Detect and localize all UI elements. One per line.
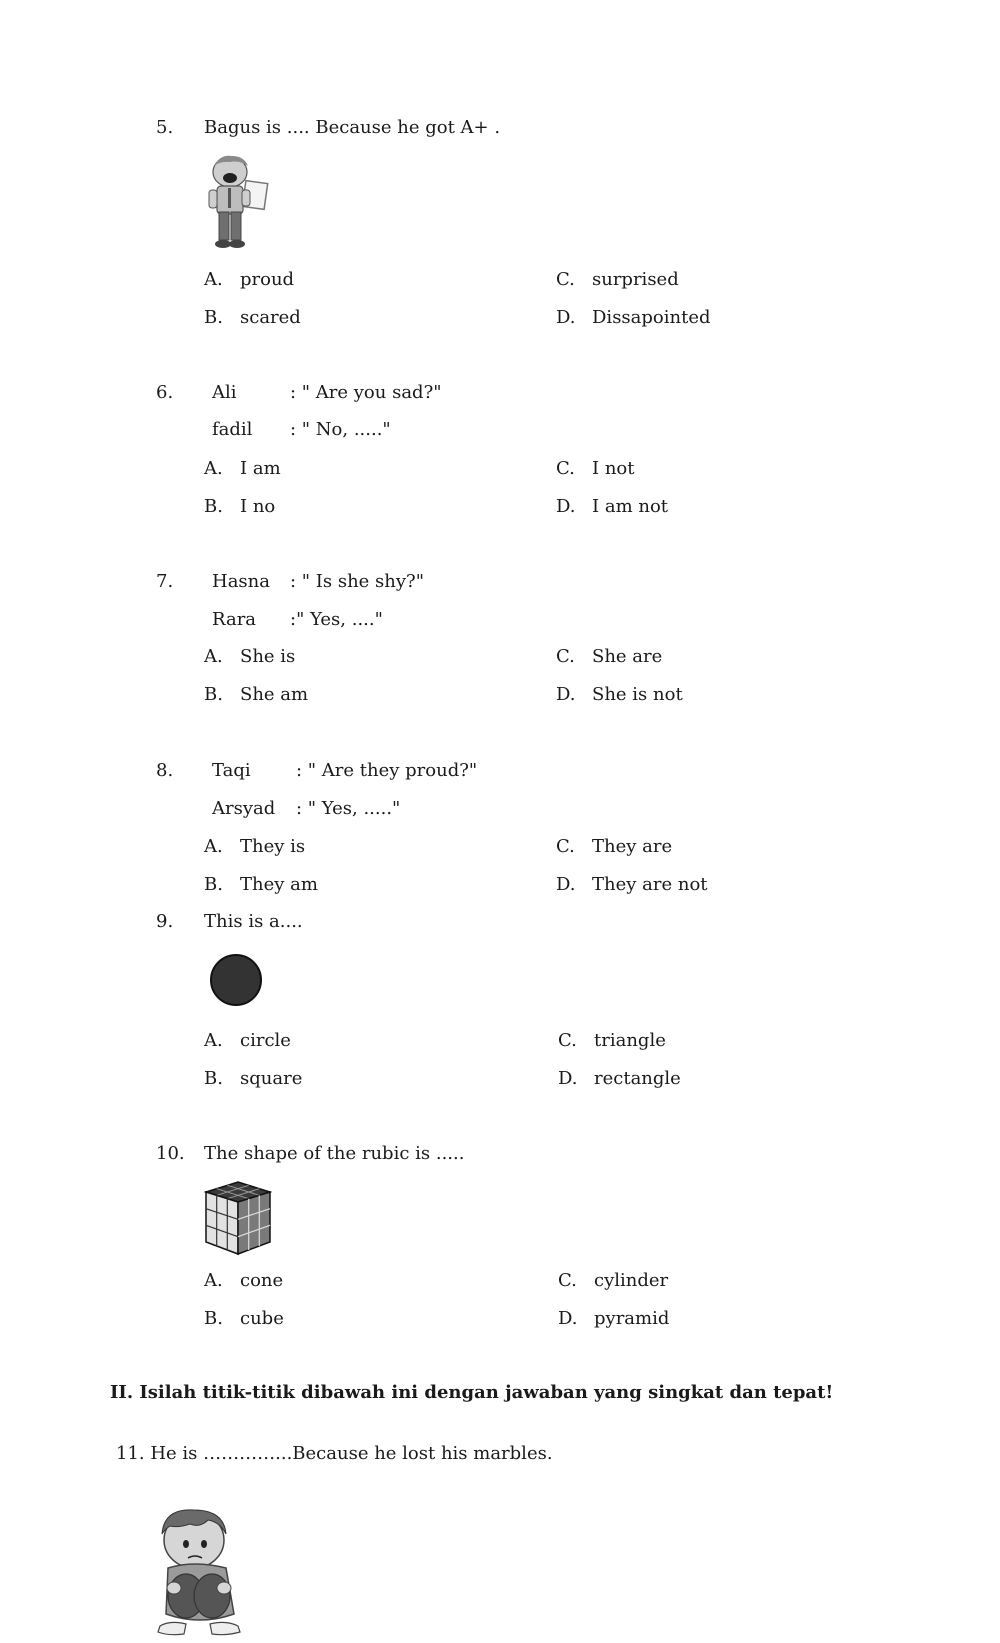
question-7-speaker-2: Rara: [212, 609, 257, 630]
question-7-option-a-letter: A.: [204, 646, 223, 667]
question-6-option-c-letter: C.: [556, 458, 575, 479]
question-9-option-b-text: square: [240, 1068, 303, 1089]
question-7-option-b-text: She am: [240, 684, 309, 705]
question-8-number: 8.: [156, 760, 174, 781]
question-7-line-2: :" Yes, ....": [290, 609, 383, 630]
question-8-option-b-text: They am: [240, 874, 318, 895]
question-6-option-b-text: I no: [240, 496, 276, 517]
question-5-option-c-text: surprised: [592, 269, 679, 290]
question-8-line-2: : " Yes, .....": [296, 798, 401, 819]
question-5-text: Bagus is .... Because he got A+ .: [204, 117, 501, 138]
question-9-option-d-letter: D.: [558, 1068, 578, 1089]
question-10-text: The shape of the rubic is .....: [204, 1143, 465, 1164]
question-9-text: This is a....: [204, 911, 303, 932]
question-8-option-b-letter: B.: [204, 874, 223, 895]
question-5-option-b-letter: B.: [204, 307, 223, 328]
question-8-option-a-letter: A.: [204, 836, 223, 857]
question-6-speaker-1: Ali: [212, 382, 237, 403]
question-5-number: 5.: [156, 117, 174, 138]
question-10-option-b-letter: B.: [204, 1308, 223, 1329]
question-6-number: 6.: [156, 382, 174, 403]
question-7-option-c-text: She are: [592, 646, 663, 667]
question-6-line-1: : " Are you sad?": [290, 382, 442, 403]
happy-boy-illustration: [200, 152, 270, 252]
question-7-option-c-letter: C.: [556, 646, 575, 667]
question-7-option-d-letter: D.: [556, 684, 576, 705]
rubik-cube-illustration: [202, 1180, 274, 1256]
question-6-option-d-text: I am not: [592, 496, 669, 517]
question-10-option-c-text: cylinder: [594, 1270, 669, 1291]
question-5-option-d-letter: D.: [556, 307, 576, 328]
question-6-option-b-letter: B.: [204, 496, 223, 517]
question-6-speaker-2: fadil: [212, 419, 253, 440]
question-10-number: 10.: [156, 1143, 185, 1164]
question-9-option-a-text: circle: [240, 1030, 291, 1051]
question-9-option-b-letter: B.: [204, 1068, 223, 1089]
section-2-heading: II. Isilah titik-titik dibawah ini dengan jawaban yang singkat dan tepat!: [110, 1382, 834, 1403]
question-10-option-d-text: pyramid: [594, 1308, 670, 1329]
question-9-option-d-text: rectangle: [594, 1068, 681, 1089]
question-7-option-b-letter: B.: [204, 684, 223, 705]
question-9-option-c-letter: C.: [558, 1030, 577, 1051]
question-8-option-c-letter: C.: [556, 836, 575, 857]
question-10-option-d-letter: D.: [558, 1308, 578, 1329]
question-8-option-a-text: They is: [240, 836, 306, 857]
question-7-line-1: : " Is she shy?": [290, 571, 424, 592]
question-5-option-b-text: scared: [240, 307, 301, 328]
question-11-text: 11. He is …………...Because he lost his marbles.: [116, 1443, 553, 1464]
question-5-option-d-text: Dissapointed: [592, 307, 711, 328]
question-10-option-a-text: cone: [240, 1270, 284, 1291]
circle-shape-illustration: [208, 952, 264, 1008]
question-8-option-c-text: They are: [592, 836, 673, 857]
question-8-line-1: : " Are they proud?": [296, 760, 478, 781]
question-5-option-a-text: proud: [240, 269, 295, 290]
question-9-option-c-text: triangle: [594, 1030, 666, 1051]
question-6-option-d-letter: D.: [556, 496, 576, 517]
question-8-option-d-text: They are not: [592, 874, 708, 895]
question-10-option-a-letter: A.: [204, 1270, 223, 1291]
question-6-line-2: : " No, .....": [290, 419, 391, 440]
question-9-option-a-letter: A.: [204, 1030, 223, 1051]
question-6-option-a-text: I am: [240, 458, 281, 479]
question-9-number: 9.: [156, 911, 174, 932]
question-7-option-d-text: She is not: [592, 684, 683, 705]
question-5-option-c-letter: C.: [556, 269, 575, 290]
sad-boy-illustration: [150, 1504, 250, 1640]
question-8-speaker-1: Taqi: [212, 760, 251, 781]
question-7-option-a-text: She is: [240, 646, 296, 667]
question-7-speaker-1: Hasna: [212, 571, 270, 592]
question-10-option-c-letter: C.: [558, 1270, 577, 1291]
question-5-option-a-letter: A.: [204, 269, 223, 290]
question-10-option-b-text: cube: [240, 1308, 284, 1329]
question-6-option-a-letter: A.: [204, 458, 223, 479]
question-7-number: 7.: [156, 571, 174, 592]
question-6-option-c-text: I not: [592, 458, 635, 479]
question-8-option-d-letter: D.: [556, 874, 576, 895]
question-8-speaker-2: Arsyad: [212, 798, 276, 819]
